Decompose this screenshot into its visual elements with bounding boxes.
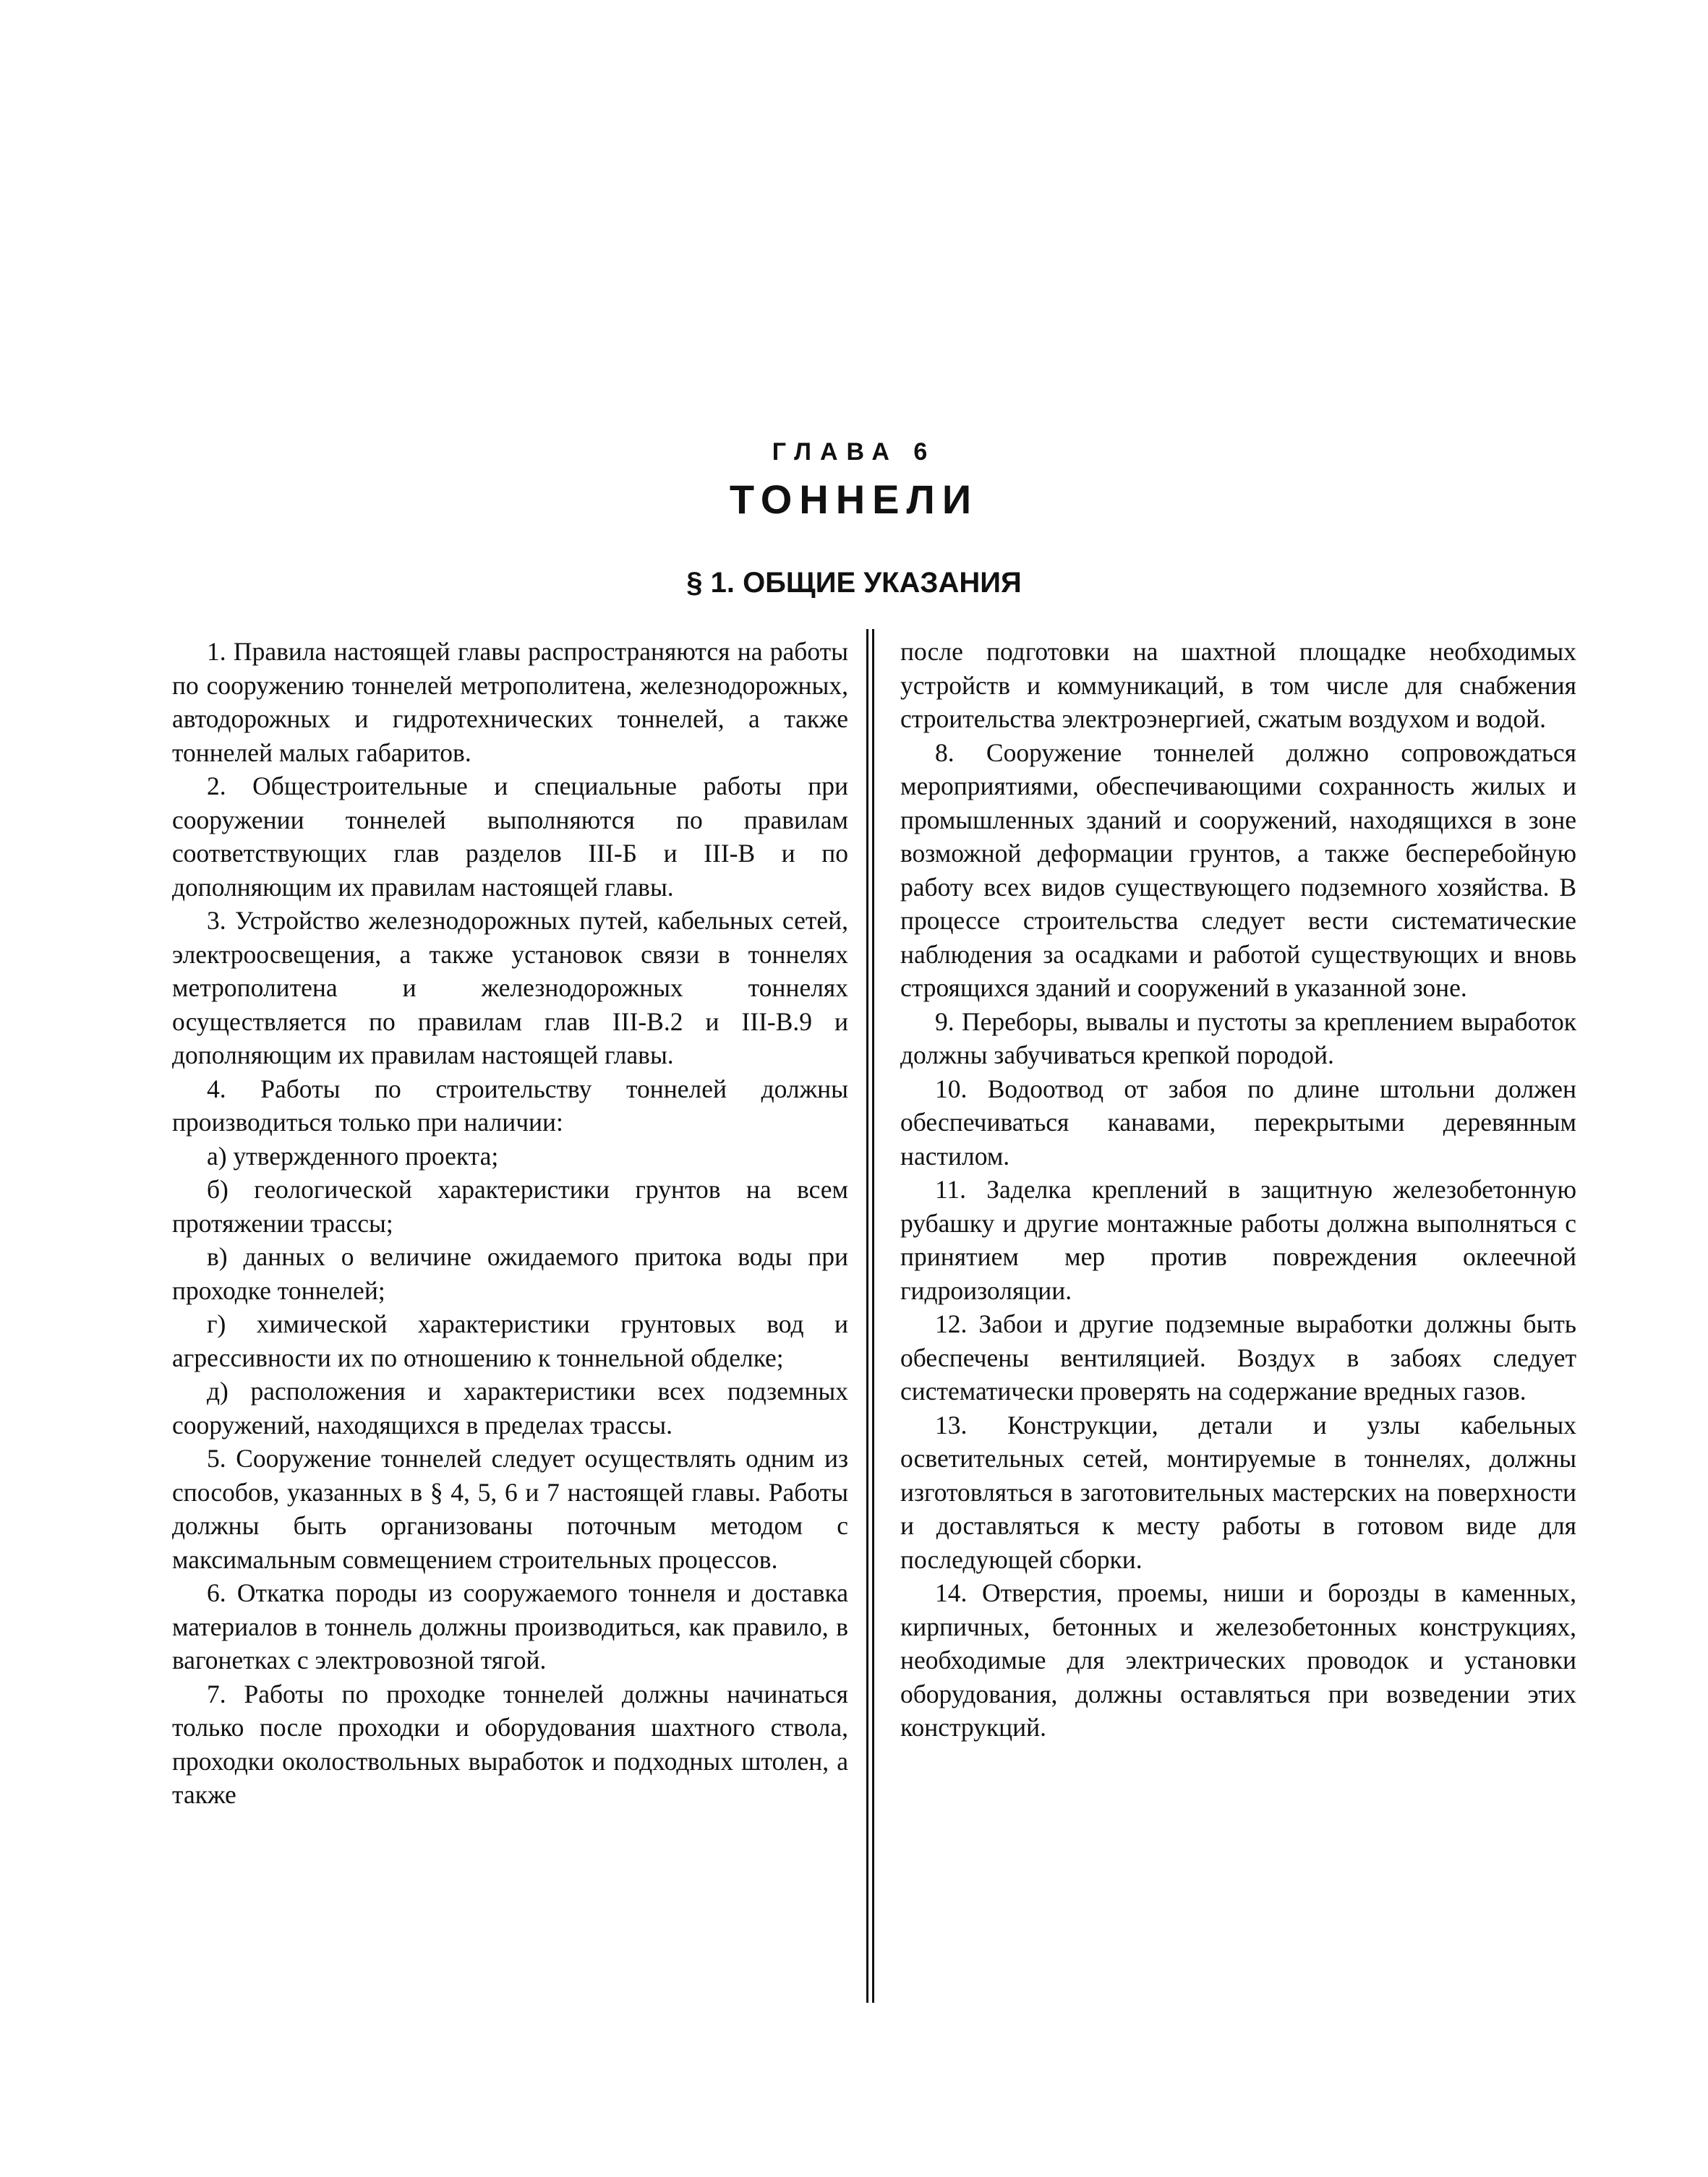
- list-item: б) геологической характеристики грунтов на всем протяжении трассы;: [172, 1175, 848, 1238]
- section-title: § 1. ОБЩИЕ УКАЗАНИЯ: [686, 567, 1022, 599]
- paragraph: 5. Сооружение тоннелей следует осуществлять одним из способов, указанных в § 4, 5, 6 и 7 настоящей главы. Работы должны быть организованы поточным методом с максимальным совмещением строительных процессов.: [172, 1444, 848, 1574]
- left-column: [172, 635, 848, 1812]
- paragraph: 12. Забои и другие подземные выработки должны быть обеспечены вентиляцией. Воздух в забоях следует систематически проверять на содержание вредных газов.: [900, 1309, 1576, 1406]
- paragraph: 2. Общестроительные и специальные работы при сооружении тоннелей выполняются по правилам соответствующих глав разделов III-Б и III-В и по дополняющим их правилам настоящей главы.: [172, 771, 848, 902]
- column-divider: [872, 629, 874, 2003]
- paragraph: 11. Заделка креплений в защитную железобетонную рубашку и другие монтажные работы должна выполняться с принятием мер против повреждения оклеечной гидроизоляции.: [900, 1175, 1576, 1305]
- paragraph: 9. Переборы, вывалы и пустоты за креплением выработок должны забучиваться крепкой породой.: [900, 1006, 1576, 1069]
- paragraph: 13. Конструкции, детали и узлы кабельных осветительных сетей, монтируемые в тоннелях, должны изготовляться в заготовительных мастерских на поверхности и доставляться к месту работы в готовом виде для последующей сборки.: [900, 1410, 1576, 1574]
- list-item: г) химической характеристики грунтовых вод и агрессивности их по отношению к тоннельной обделке;: [172, 1309, 848, 1372]
- paragraph: 1. Правила настоящей главы распространяются на работы по сооружению тоннелей метрополитена, железнодорожных, автодорожных и гидротехнических тоннелей, а также тоннелей малых габаритов.: [172, 637, 848, 767]
- right-column: [900, 635, 1576, 1745]
- chapter-title: ТОННЕЛИ: [729, 476, 979, 522]
- list-item: а) утвержденного проекта;: [207, 1141, 499, 1171]
- paragraph: 14. Отверстия, проемы, ниши и борозды в каменных, кирпичных, бетонных и железобетонных конструкциях, необходимые для электрических проводок и установки оборудования, должны оставляться при возведении этих конструкций.: [900, 1578, 1576, 1742]
- list-item: д) расположения и характеристики всех подземных сооружений, находящихся в пределах трассы.: [172, 1377, 848, 1440]
- paragraph: 8. Сооружение тоннелей должно сопровождаться мероприятиями, обеспечивающими сохранность жилых и промышленных зданий и сооружений, находящихся в зоне возможной деформации грунтов, а также бесперебойную работу всех видов существующего подземного хозяйства. В процессе строительства следует вести систематические наблюдения за осадками и работой существующих и вновь строящихся зданий и сооружений в указанной зоне.: [900, 737, 1576, 1002]
- paragraph: 10. Водоотвод от забоя по длине штольни должен обеспечиваться канавами, перекрытыми деревянным настилом.: [900, 1074, 1576, 1171]
- column-divider: [866, 629, 868, 2003]
- paragraph: 3. Устройство железнодорожных путей, кабельных сетей, электроосвещения, а также установок связи в тоннелях метрополитена и железнодорожных тоннелях осуществляется по правилам глав III-В.2 и III-В.9 и дополняющим их правилам настоящей главы.: [172, 906, 848, 1069]
- paragraph-continued: после подготовки на шахтной площадке необходимых устройств и коммуникаций, в том числе для снабжения строительства электроэнергией, сжатым воздухом и водой.: [900, 637, 1576, 733]
- list-item: в) данных о величине ожидаемого притока воды при проходке тоннелей;: [172, 1242, 848, 1305]
- paragraph: 4. Работы по строительству тоннелей должны производиться только при наличии:: [172, 1074, 848, 1137]
- chapter-label: ГЛАВА 6: [772, 438, 936, 466]
- paragraph: 6. Откатка породы из сооружаемого тоннеля и доставка материалов в тоннель должны производиться, как правило, в вагонетках с электровозной тягой.: [172, 1578, 848, 1675]
- paragraph: 7. Работы по проходке тоннелей должны начинаться только после проходки и оборудования шахтного ствола, проходки околоствольных выработок и подходных штолен, а также: [172, 1679, 848, 1809]
